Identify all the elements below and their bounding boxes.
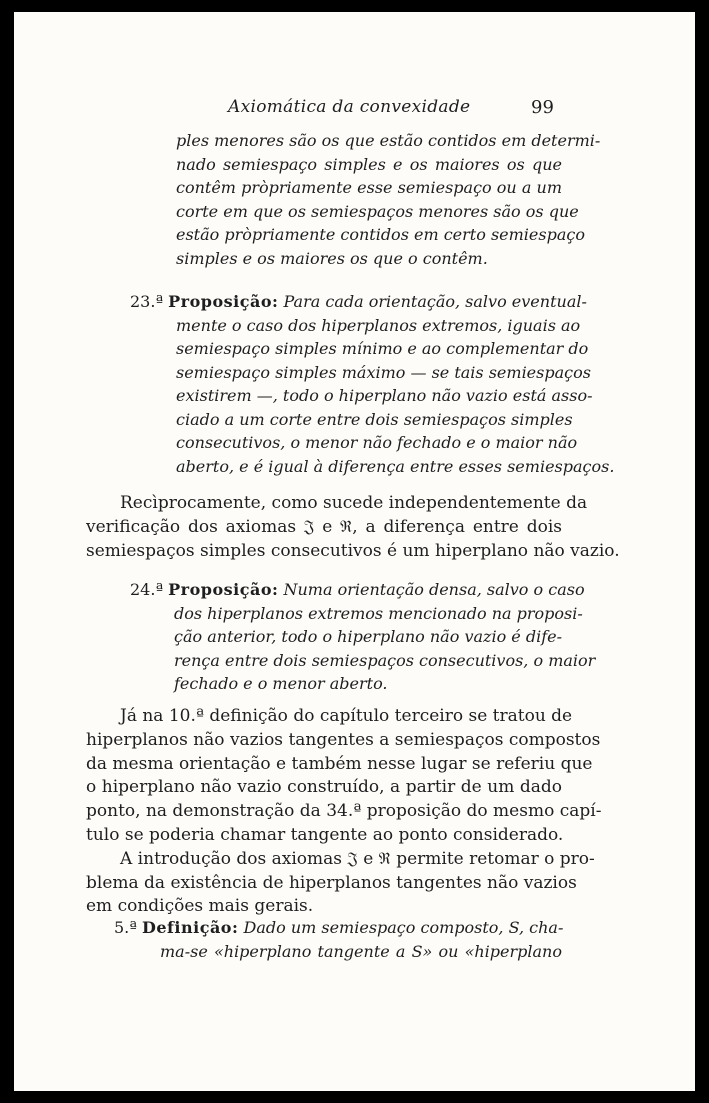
text-line: ma-se «hiperplano tangente a S» ou «hiperplano xyxy=(160,941,562,961)
text-line: corte em que os semiespaços menores são os que xyxy=(176,201,579,221)
text-line: o hiperplano não vazio construído, a partir de um dado xyxy=(86,777,562,798)
text-line: ção anterior, todo o hiperplano não vazio é dife- xyxy=(174,627,562,646)
text-line: existirem —, todo o hiperplano não vazio está asso- xyxy=(176,386,593,405)
text-line: mente o caso dos hiperplanos extremos, iguais ao xyxy=(176,315,581,335)
text-line: Numa orientação densa, salvo o caso xyxy=(283,580,585,599)
definition-label: Definição: xyxy=(141,918,239,937)
text-line: semiespaços simples consecutivos é um hiperplano não vazio. xyxy=(86,540,620,561)
definition-5 xyxy=(114,916,562,963)
text-line: verificação dos axiomas 𝔍 e ℜ, a diferença entre dois xyxy=(86,516,562,537)
text-line: hiperplanos não vazios tangentes a semiespaços compostos xyxy=(86,729,601,750)
paragraph-continuation xyxy=(176,129,601,270)
text-line: Para cada orientação, salvo eventual- xyxy=(283,292,587,311)
proposition-number: 24.ª xyxy=(130,580,164,599)
text-line: Dado um semiespaço composto, S, cha- xyxy=(243,918,564,937)
page-number: 99 xyxy=(531,97,554,118)
text-line: rença entre dois semiespaços consecutivos, o maior xyxy=(174,650,596,670)
text-line: Já na 10.ª definição do capítulo terceiro se tratou de xyxy=(120,706,573,726)
proposition-heading-line xyxy=(130,290,587,314)
definition-number: 5.ª xyxy=(114,918,137,937)
text-line: blema da existência de hiperplanos tangentes não vazios xyxy=(86,872,577,893)
text-line: A introdução dos axiomas 𝔍 e ℜ permite retomar o pro- xyxy=(120,848,595,869)
text-line: contêm pròpriamente esse semiespaço ou a um xyxy=(176,178,562,197)
text-line: ples menores são os que estão contidos em determi- xyxy=(176,131,601,150)
proposition-label: Proposição: xyxy=(168,580,279,599)
text-line: semiespaço simples máximo — se tais semiespaços xyxy=(176,362,591,382)
text-line: fechado e o menor aberto. xyxy=(174,674,388,693)
text-line: ponto, na demonstração da 34.ª proposição do mesmo capí- xyxy=(86,801,602,822)
text-line: em condições mais gerais. xyxy=(86,896,314,917)
proposition-number: 23.ª xyxy=(130,292,164,311)
running-title: Axiomática da convexidade xyxy=(228,97,471,117)
text-line: Recìprocamente, como sucede independentemente da xyxy=(120,493,588,513)
proposition-heading-line xyxy=(130,578,585,602)
proposition-23 xyxy=(130,290,615,478)
text-line: nado semiespaço simples e os maiores os que xyxy=(176,154,562,174)
proposition-label: Proposição: xyxy=(168,292,279,311)
text-line: aberto, e é igual à diferença entre esses semiespaços. xyxy=(176,456,615,476)
text-line: ciado a um corte entre dois semiespaços simples xyxy=(176,409,573,429)
text-line: consecutivos, o menor não fechado e o maior não xyxy=(176,433,578,452)
paragraph-tangent xyxy=(86,705,602,919)
text-line: estão pròpriamente contidos em certo semiespaço xyxy=(176,225,585,244)
proposition-24 xyxy=(130,578,596,696)
text-line: simples e os maiores os que o contêm. xyxy=(176,248,488,268)
text-line: semiespaço simples mínimo e ao complementar do xyxy=(176,339,589,358)
text-line: dos hiperplanos extremos mencionado na proposi- xyxy=(174,603,583,623)
text-line: da mesma orientação e também nesse lugar se referiu que xyxy=(86,753,593,774)
text-line: tulo se poderia chamar tangente ao ponto considerado. xyxy=(86,824,564,845)
paragraph-reciprocal xyxy=(86,492,620,563)
definition-heading-line xyxy=(114,916,562,940)
